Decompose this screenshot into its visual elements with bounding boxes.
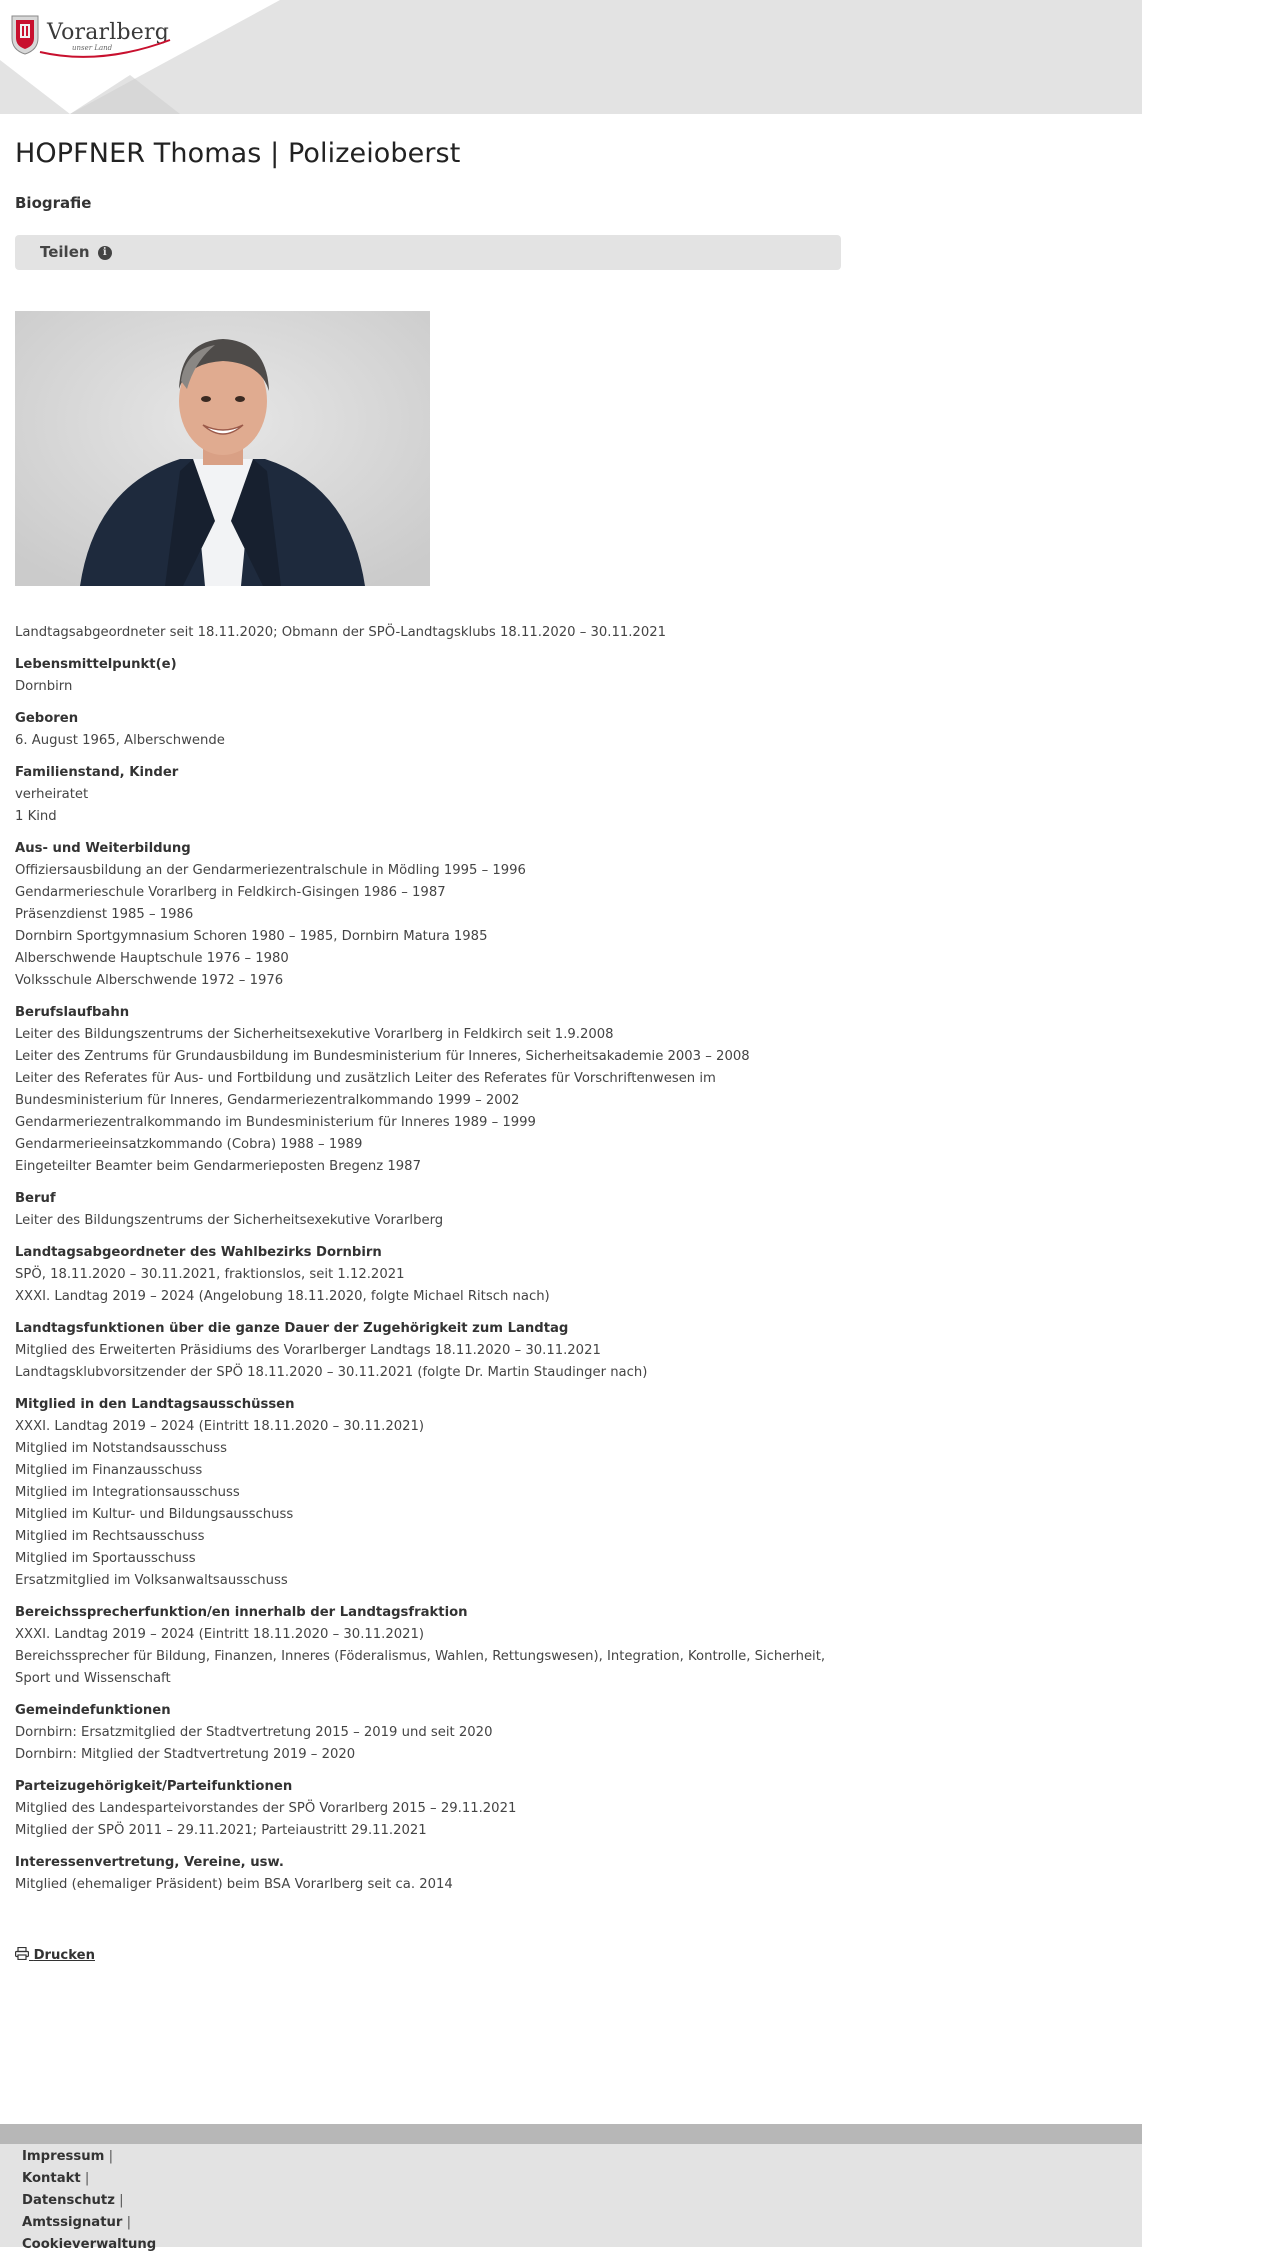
bio-section — [15, 1242, 845, 1308]
section-line: Mitglied im Integrationsausschuss — [15, 1485, 240, 1500]
section-line: Mitglied im Notstandsausschuss — [15, 1441, 228, 1456]
section-line: 1 Kind — [15, 809, 57, 824]
portrait-photo — [15, 311, 430, 586]
section-line: Dornbirn Sportgymnasium Schoren 1980 – 1985, Dornbirn Matura 1985 — [15, 929, 488, 944]
section-heading: Landtagsabgeordneter des Wahlbezirks Dornbirn — [15, 1245, 382, 1260]
share-button[interactable] — [40, 243, 112, 261]
section-line: verheiratet — [15, 787, 89, 802]
logo-name: Vorarlberg — [47, 20, 170, 45]
footer-divider — [0, 2124, 1142, 2144]
bio-section — [15, 838, 845, 992]
section-heading: Parteizugehörigkeit/Parteifunktionen — [15, 1779, 293, 1794]
bio-section — [15, 1188, 845, 1232]
bio-section — [15, 1394, 845, 1592]
section-line: Mitglied im Kultur- und Bildungsausschuss — [15, 1507, 294, 1522]
site-header — [0, 0, 1142, 114]
section-line: Dornbirn — [15, 679, 73, 694]
section-line: Leiter des Bildungszentrums der Sicherheitsexekutive Vorarlberg — [15, 1213, 444, 1228]
intro-text: Landtagsabgeordneter seit 18.11.2020; Obmann der SPÖ-Landtagsklubs 18.11.2020 – 30.11.2021 — [15, 625, 666, 640]
info-icon[interactable]: i — [98, 246, 112, 260]
section-line: Mitglied im Finanzausschuss — [15, 1463, 203, 1478]
footer-separator: | — [104, 2149, 114, 2164]
section-line: Leiter des Zentrums für Grundausbildung im Bundesministerium für Inneres, Sicherheitsakademie 2003 – 2008 — [15, 1049, 750, 1064]
section-line: Leiter des Referates für Aus- und Fortbildung und zusätzlich Leiter des Referates für Vorschriftenwesen im Bundesministerium für Inneres, Gendarmeriezentralkommando 1999 – 2002 — [15, 1071, 716, 1108]
bio-section — [15, 1852, 845, 1896]
page-title: HOPFNER Thomas | Polizeioberst — [15, 138, 461, 169]
biography-content — [15, 622, 845, 1906]
section-line: Leiter des Bildungszentrums der Sicherheitsexekutive Vorarlberg in Feldkirch seit 1.9.2008 — [15, 1027, 614, 1042]
section-line: XXXI. Landtag 2019 – 2024 (Eintritt 18.11.2020 – 30.11.2021) — [15, 1627, 425, 1642]
section-line: 6. August 1965, Alberschwende — [15, 733, 225, 748]
section-heading: Bereichssprecherfunktion/en innerhalb der Landtagsfraktion — [15, 1605, 468, 1620]
section-line: Mitglied des Landesparteivorstandes der SPÖ Vorarlberg 2015 – 29.11.2021 — [15, 1801, 517, 1816]
section-heading: Aus- und Weiterbildung — [15, 841, 191, 856]
section-heading: Familienstand, Kinder — [15, 765, 179, 780]
section-heading: Beruf — [15, 1191, 56, 1206]
section-line: Ersatzmitglied im Volksanwaltsausschuss — [15, 1573, 288, 1588]
footer-link-kontakt[interactable]: Kontakt | — [22, 2171, 90, 2186]
section-line: Mitglied (ehemaliger Präsident) beim BSA Vorarlberg seit ca. 2014 — [15, 1877, 453, 1892]
section-heading: Landtagsfunktionen über die ganze Dauer der Zugehörigkeit zum Landtag — [15, 1321, 569, 1336]
section-line: Offiziersausbildung an der Gendarmeriezentralschule in Mödling 1995 – 1996 — [15, 863, 526, 878]
bio-section — [15, 1776, 845, 1842]
section-line: Mitglied im Rechtsausschuss — [15, 1529, 205, 1544]
vorarlberg-logo[interactable] — [10, 8, 170, 64]
bio-section — [15, 1700, 845, 1766]
footer-links — [22, 2146, 156, 2256]
print-label: Drucken — [33, 1948, 95, 1963]
section-line: Gendarmeriezentralkommando im Bundesministerium für Inneres 1989 – 1999 — [15, 1115, 536, 1130]
portrait-illustration — [15, 311, 430, 586]
section-heading: Interessenvertretung, Vereine, usw. — [15, 1855, 284, 1870]
section-line: Mitglied im Sportausschuss — [15, 1551, 196, 1566]
footer-separator: | — [80, 2171, 90, 2186]
share-bar — [15, 235, 841, 270]
section-heading: Mitglied in den Landtagsausschüssen — [15, 1397, 295, 1412]
footer-separator: | — [122, 2215, 132, 2230]
footer-link-impressum[interactable]: Impressum | — [22, 2149, 114, 2164]
section-heading: Lebensmittelpunkt(e) — [15, 657, 177, 672]
section-line: Mitglied des Erweiterten Präsidiums des Vorarlberger Landtags 18.11.2020 – 30.11.2021 — [15, 1343, 601, 1358]
logo-swoosh — [10, 8, 180, 68]
section-line: Gendarmerieschule Vorarlberg in Feldkirch-Gisingen 1986 – 1987 — [15, 885, 446, 900]
section-line: Dornbirn: Ersatzmitglied der Stadtvertretung 2015 – 2019 und seit 2020 — [15, 1725, 493, 1740]
section-line: Präsenzdienst 1985 – 1986 — [15, 907, 194, 922]
section-line: Mitglied der SPÖ 2011 – 29.11.2021; Parteiaustritt 29.11.2021 — [15, 1823, 427, 1838]
section-line: Dornbirn: Mitglied der Stadtvertretung 2019 – 2020 — [15, 1747, 356, 1762]
bio-section — [15, 1002, 845, 1178]
bio-section — [15, 654, 845, 698]
bio-section — [15, 708, 845, 752]
biography-sections — [15, 654, 845, 1896]
section-line: Bereichssprecher für Bildung, Finanzen, Inneres (Föderalismus, Wahlen, Rettungswesen), Integration, Kontrolle, Sicherheit, Sport und Wissenschaft — [15, 1649, 826, 1686]
print-link[interactable] — [15, 1947, 95, 1963]
bio-section — [15, 762, 845, 828]
footer-link-cookieverwaltung[interactable]: Cookieverwaltung — [22, 2237, 157, 2252]
page-subtitle: Biografie — [15, 194, 92, 212]
section-line: Gendarmerieeinsatzkommando (Cobra) 1988 – 1989 — [15, 1137, 363, 1152]
section-heading: Gemeindefunktionen — [15, 1703, 171, 1718]
footer-link-datenschutz[interactable]: Datenschutz | — [22, 2193, 124, 2208]
section-heading: Berufslaufbahn — [15, 1005, 130, 1020]
footer-link-amtssignatur[interactable]: Amtssignatur | — [22, 2215, 132, 2230]
section-line: SPÖ, 18.11.2020 – 30.11.2021, fraktionslos, seit 1.12.2021 — [15, 1267, 405, 1282]
section-line: XXXI. Landtag 2019 – 2024 (Eintritt 18.11.2020 – 30.11.2021) — [15, 1419, 425, 1434]
section-line: Eingeteilter Beamter beim Gendarmerieposten Bregenz 1987 — [15, 1159, 421, 1174]
bio-section — [15, 1318, 845, 1384]
site-footer — [0, 2144, 1142, 2252]
footer-separator: | — [114, 2193, 124, 2208]
section-line: Landtagsklubvorsitzender der SPÖ 18.11.2020 – 30.11.2021 (folgte Dr. Martin Staudinger nach) — [15, 1365, 648, 1380]
section-line: Alberschwende Hauptschule 1976 – 1980 — [15, 951, 289, 966]
share-label: Teilen — [40, 243, 90, 261]
printer-icon — [15, 1947, 29, 1960]
logo-tagline: unser Land — [72, 44, 113, 52]
section-line: XXXI. Landtag 2019 – 2024 (Angelobung 18.11.2020, folgte Michael Ritsch nach) — [15, 1289, 550, 1304]
section-line: Volksschule Alberschwende 1972 – 1976 — [15, 973, 284, 988]
section-heading: Geboren — [15, 711, 79, 726]
bio-section — [15, 1602, 845, 1690]
